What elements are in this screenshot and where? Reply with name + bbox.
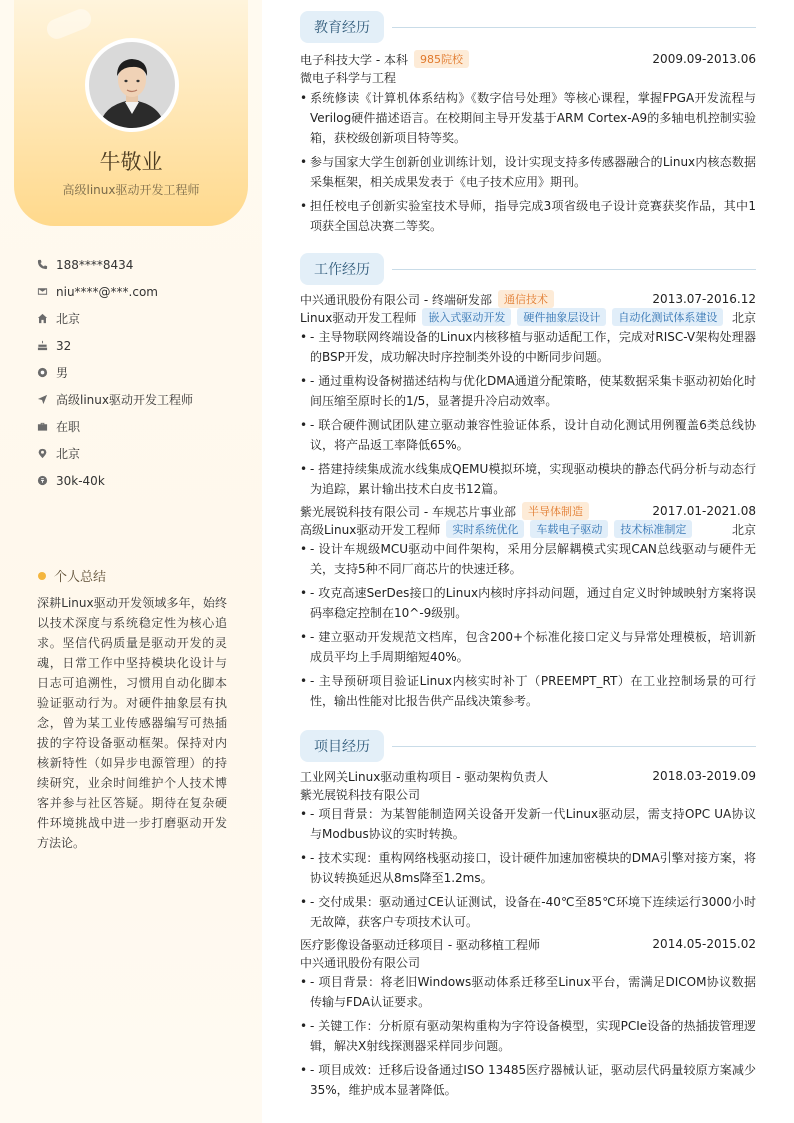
list-item: • - 主导物联网终端设备的Linux内核移植与驱动适配工作，完成对RISC-V架构处理器的BSP开发，成功解决时序控制类外设的中断同步问题。 (300, 327, 756, 367)
work-company: 中兴通讯股份有限公司 - 终端研发部 (300, 292, 492, 307)
contact-info-list (36, 251, 246, 494)
section-divider (392, 27, 756, 28)
projects-title: 项目经历 (300, 730, 384, 762)
list-item: • - 设计车规级MCU驱动中间件架构，采用分层解耦模式实现CAN总线驱动与硬件无关，支持5种不同厂商芯片的快速迁移。 (300, 539, 756, 579)
summary-title: 个人总结 (54, 570, 107, 585)
info-home (36, 305, 246, 332)
info-salary (36, 467, 246, 494)
work-tag: 技术标准制定 (614, 520, 692, 538)
work-tag: 自动化测试体系建设 (612, 308, 723, 326)
list-item: • - 项目背景：将老旧Windows驱动体系迁移至Linux平台，需满足DICOM协议数据传输与FDA认证要求。 (300, 972, 756, 1012)
education-badge: 985院校 (414, 50, 469, 68)
project-date: 2018.03-2019.09 (652, 769, 756, 783)
work-city: 北京 (731, 310, 756, 325)
work-title: 工作经历 (300, 253, 384, 285)
summary-heading (38, 566, 106, 585)
education-school: 电子科技大学 - 本科 (300, 52, 408, 67)
list-item: • 担任校电子创新实验室技术导师，指导完成3项省级电子设计竞赛获奖作品，其中1项获全国总决赛二等奖。 (300, 196, 756, 236)
work-position: Linux驱动开发工程师 (300, 310, 417, 325)
gender-icon (36, 367, 48, 379)
list-item: • - 搭建持续集成流水线集成QEMU模拟环境，实现驱动模块的静态代码分析与动态行为追踪，累计输出技术白皮书12篇。 (300, 459, 756, 499)
info-target-role (36, 386, 246, 413)
info-location-text: 北京 (56, 447, 81, 461)
summary-dot-icon (38, 572, 46, 580)
info-home-text: 北京 (56, 312, 81, 326)
info-status (36, 413, 246, 440)
projects-section-title (300, 730, 756, 762)
work-entry-1 (300, 290, 756, 503)
summary-text: 深耕Linux驱动开发领域多年，始终以技术深度与系统稳定性为核心追求。坚信代码质量是驱动开发的灵魂，日常工作中坚持模块化设计与日志可追溯性，习惯用自动化脚本验证驱动行为。对硬件抽象层有执念，曾为某工业传感器编写可热插拔的字符设备驱动框架。保持对内核新特性（如异步电源管理）的持续研究，业余时间维护个人技术博客并参与社区答疑。期待在复杂硬件环境挑战中进一步打磨驱动开发方法论。 (37, 596, 227, 850)
location-icon (36, 448, 48, 460)
work-header (300, 502, 756, 520)
info-email (36, 278, 246, 305)
decorative-pill (44, 6, 94, 42)
work-industry-badge: 半导体制造 (522, 502, 589, 520)
list-item: • 系统修读《计算机体系结构》《数字信号处理》等核心课程，掌握FPGA开发流程与Verilog硬件描述语言。在校期间主导开发基于ARM Cortex-A9的多轴电机控制实验箱，获校级创新项目特等奖。 (300, 88, 756, 148)
work-company: 紫光展锐科技有限公司 - 车规芯片事业部 (300, 504, 516, 519)
sidebar (0, 0, 262, 1123)
list-item: • - 建立驱动开发规范文档库，包含200+个标准化接口定义与异常处理模板，培训新成员平均上手周期缩短40%。 (300, 627, 756, 667)
work-position-row (300, 308, 756, 326)
project-header (300, 935, 756, 953)
project-name: 工业网关Linux驱动重构项目 - 驱动架构负责人 (300, 769, 549, 784)
list-item: • - 技术实现：重构网络栈驱动接口，设计硬件加速加密模块的DMA引擎对接方案，将协议转换延迟从8ms降至1.2ms。 (300, 848, 756, 888)
work-position: 高级Linux驱动开发工程师 (300, 522, 441, 537)
work-section-title (300, 253, 756, 285)
cake-icon (36, 340, 48, 352)
candidate-title: 高级linux驱动开发工程师 (62, 183, 200, 197)
work-industry-badge: 通信技术 (498, 290, 554, 308)
info-status-text: 在职 (56, 420, 81, 434)
list-item: • - 项目背景：为某智能制造网关设备开发新一代Linux驱动层，需支持OPC UA协议与Modbus协议的实时转换。 (300, 804, 756, 844)
project-date: 2014.05-2015.02 (652, 937, 756, 951)
education-section-title (300, 11, 756, 43)
info-location (36, 440, 246, 467)
education-major: 微电子科学与工程 (300, 70, 397, 85)
work-date: 2013.07-2016.12 (652, 292, 756, 306)
education-entry (300, 50, 756, 240)
project-name: 医疗影像设备驱动迁移项目 - 驱动移植工程师 (300, 937, 540, 952)
mail-icon (36, 286, 48, 298)
project-header (300, 767, 756, 785)
send-icon (36, 394, 48, 406)
project-company: 紫光展锐科技有限公司 (300, 787, 421, 802)
work-tag: 车载电子驱动 (530, 520, 608, 538)
work-tag: 硬件抽象层设计 (517, 308, 606, 326)
education-bullets (300, 88, 756, 236)
info-age-text: 32 (56, 338, 72, 353)
project-company: 中兴通讯股份有限公司 (300, 955, 421, 970)
list-item: • 参与国家大学生创新创业训练计划，设计实现支持多传感器融合的Linux内核态数据采集框架，相关成果发表于《电子技术应用》期刊。 (300, 152, 756, 192)
work-tag: 嵌入式驱动开发 (422, 308, 511, 326)
list-item: • - 联合硬件测试团队建立驱动兼容性验证体系，设计自动化测试用例覆盖6类总线协议，将产品返工率降低65%。 (300, 415, 756, 455)
list-item: • - 攻克高速SerDes接口的Linux内核时序抖动问题，通过自定义时钟域映射方案将误码率稳定控制在10^-9级别。 (300, 583, 756, 623)
avatar (85, 38, 179, 132)
info-age (36, 332, 246, 359)
education-date: 2009.09-2013.06 (652, 52, 756, 66)
info-phone (36, 251, 246, 278)
education-header (300, 50, 756, 68)
info-email-text: niu****@***.com (56, 284, 158, 299)
info-salary-text: 30k-40k (56, 473, 105, 488)
candidate-name: 牛敬业 (99, 150, 163, 174)
work-tag: 实时系统优化 (446, 520, 524, 538)
salary-icon (36, 475, 48, 487)
work-city: 北京 (731, 522, 756, 537)
list-item: • - 关键工作：分析原有驱动架构重构为字符设备模型，实现PCIe设备的热插拔管理逻辑，解决X射线探测器采样同步问题。 (300, 1016, 756, 1056)
info-phone-text: 188****8434 (56, 257, 134, 272)
project-entry-1 (300, 767, 756, 936)
work-date: 2017.01-2021.08 (652, 504, 756, 518)
info-target-role-text: 高级linux驱动开发工程师 (56, 393, 193, 407)
work-entry-2 (300, 502, 756, 715)
phone-icon (36, 259, 48, 271)
work-bullets (300, 539, 756, 711)
list-item: • - 主导预研项目验证Linux内核实时补丁（PREEMPT_RT）在工业控制场景的可行性，输出性能对比报告供产品线决策参考。 (300, 671, 756, 711)
list-item: • - 交付成果：驱动通过CE认证测试，设备在-40℃至85℃环境下连续运行3000小时无故障，获客户专项技术认可。 (300, 892, 756, 932)
project-bullets (300, 972, 756, 1100)
section-divider (392, 746, 756, 747)
home-icon (36, 313, 48, 325)
list-item: • - 项目成效：迁移后设备通过ISO 13485医疗器械认证，驱动层代码量较原方案减少35%，维护成本显著降低。 (300, 1060, 756, 1100)
project-entry-2 (300, 935, 756, 1104)
education-title: 教育经历 (300, 11, 384, 43)
work-header (300, 290, 756, 308)
briefcase-icon (36, 421, 48, 433)
info-gender (36, 359, 246, 386)
info-gender-text: 男 (56, 366, 69, 380)
list-item: • - 通过重构设备树描述结构与优化DMA通道分配策略，使某数据采集卡驱动初始化时间压缩至原时长的1/5，显著提升冷启动效率。 (300, 371, 756, 411)
work-bullets (300, 327, 756, 499)
project-bullets (300, 804, 756, 932)
work-position-row (300, 520, 756, 538)
section-divider (392, 269, 756, 270)
